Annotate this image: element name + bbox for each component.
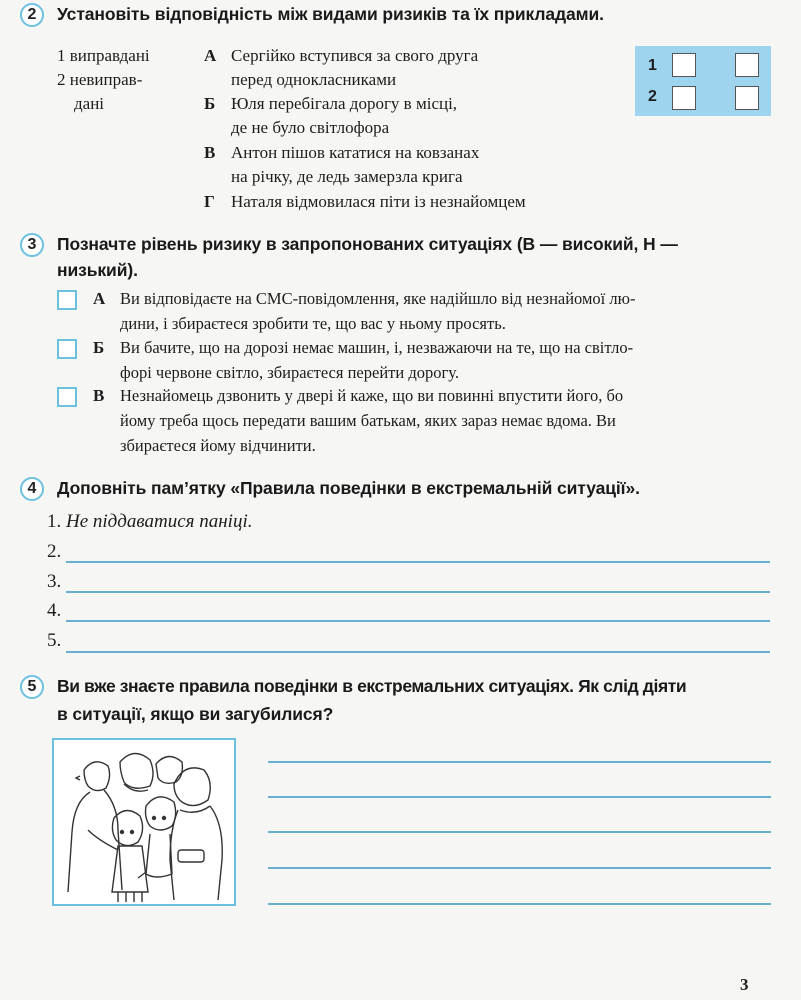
answer-box-2b[interactable] <box>735 86 759 110</box>
task-title-line1: Позначте рівень ризику в запропонованих ситуаціях (В — високий, Н — <box>57 234 678 254</box>
rule-num-4: 4. <box>47 600 62 621</box>
answer-line-2[interactable] <box>268 796 771 798</box>
example-letter-a: А <box>204 46 217 65</box>
answer-line-1[interactable] <box>268 761 771 763</box>
rule-text-1: Не піддаватися паніці. <box>66 511 253 532</box>
situation-letter-v: В <box>93 386 105 405</box>
rule-num-1: 1. <box>47 511 62 532</box>
risk-type-2-cont: дані <box>74 94 105 113</box>
situation-letter-b: Б <box>93 338 105 357</box>
situation-b-line1: Ви бачите, що на дорозі немає машин, і, незважаючи на те, що на світло- <box>120 338 634 357</box>
lost-child-illustration <box>52 738 236 906</box>
rule-input-line-2[interactable] <box>66 561 770 563</box>
task-number-badge: 3 <box>20 233 44 257</box>
answer-line-4[interactable] <box>268 867 771 869</box>
task-title-line2: в ситуації, якщо ви загубилися? <box>57 704 334 724</box>
task-title: Установіть відповідність між видами ризиків та їх прикладами. <box>57 4 604 24</box>
rule-num-3: 3. <box>47 571 62 592</box>
risk-level-checkbox-v[interactable] <box>57 387 77 407</box>
answer-grid <box>635 46 771 116</box>
page-number: 3 <box>740 975 749 994</box>
crowd-drawing-icon <box>54 740 234 904</box>
example-b-line2: де не було світлофора <box>231 118 390 137</box>
task-title-line1: Ви вже знаєте правила поведінки в екстремальних ситуаціях. Як слід діяти <box>57 676 687 696</box>
risk-level-checkbox-b[interactable] <box>57 339 77 359</box>
rule-input-line-4[interactable] <box>66 620 770 622</box>
situation-b-line2: форі червоне світло, збираєтеся перейти дорогу. <box>120 363 459 382</box>
grid-row-label-2: 2 <box>648 88 657 105</box>
situation-a-line2: дини, і збираєтеся зробити те, що вас у ньому просять. <box>120 314 506 333</box>
answer-box-1a[interactable] <box>672 53 696 77</box>
example-b-line1: Юля перебігала дорогу в місці, <box>231 94 458 113</box>
example-v-line1: Антон пішов кататися на ковзанах <box>231 143 480 162</box>
task-number-badge: 2 <box>20 3 44 27</box>
answer-box-2a[interactable] <box>672 86 696 110</box>
answer-box-1b[interactable] <box>735 53 759 77</box>
risk-level-checkbox-a[interactable] <box>57 290 77 310</box>
example-letter-v: В <box>204 143 216 162</box>
example-letter-g: Г <box>204 192 215 211</box>
rule-input-line-5[interactable] <box>66 651 770 653</box>
risk-type-1: 1 виправдані <box>57 46 150 65</box>
example-g-line1: Наталя відмовилася піти із незнайомцем <box>231 192 526 211</box>
situation-v-line3: збираєтеся йому відчинити. <box>120 436 316 455</box>
answer-line-5[interactable] <box>268 903 771 905</box>
rule-num-5: 5. <box>47 630 62 651</box>
rule-input-line-3[interactable] <box>66 591 770 593</box>
situation-v-line2: йому треба щось передати вашим батькам, яких зараз немає вдома. Ви <box>120 411 616 430</box>
risk-type-2: 2 невиправ- <box>57 70 143 89</box>
example-a-line2: перед однокласниками <box>231 70 397 89</box>
task-number-badge: 4 <box>20 477 44 501</box>
situation-letter-a: А <box>93 289 106 308</box>
example-a-line1: Сергійко вступився за свого друга <box>231 46 479 65</box>
rule-num-2: 2. <box>47 541 62 562</box>
task-title: Доповніть пам’ятку «Правила поведінки в екстремальній ситуації». <box>57 478 640 498</box>
answer-line-3[interactable] <box>268 831 771 833</box>
task-number-badge: 5 <box>20 675 44 699</box>
example-v-line2: на річку, де ледь замерзла крига <box>231 167 463 186</box>
example-letter-b: Б <box>204 94 216 113</box>
situation-a-line1: Ви відповідаєте на СМС-повідомлення, яке надійшло від незнайомої лю- <box>120 289 636 308</box>
task-title-line2: низький). <box>57 260 138 280</box>
grid-row-label-1: 1 <box>648 57 657 74</box>
situation-v-line1: Незнайомець дзвонить у двері й каже, що ви повинні впустити його, бо <box>120 386 624 405</box>
